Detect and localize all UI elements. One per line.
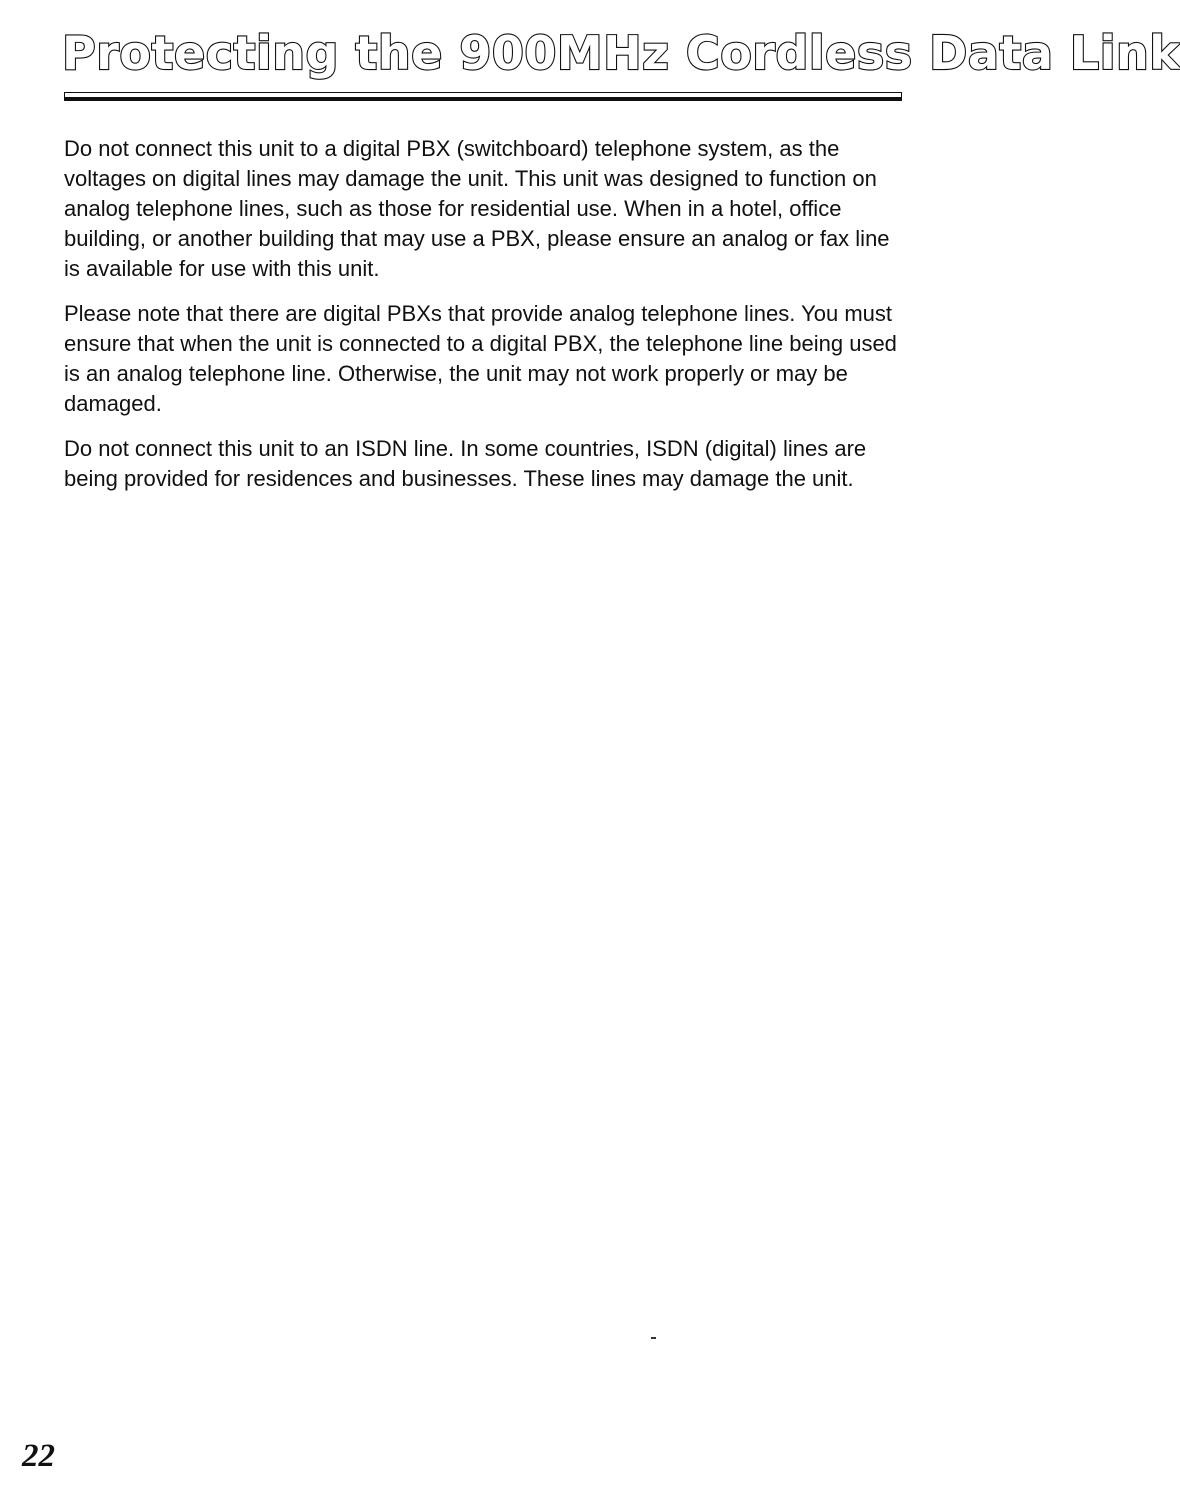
page-number: 22 [22,1438,55,1474]
page-title: Protecting the 900MHz Cordless Data Link [62,26,1180,80]
paragraph-isdn-warning: Do not connect this unit to an ISDN line. In some countries, ISDN (digital) lines are being provided for residences and businesses. These lines may damage the unit. [64,436,867,491]
body-text [64,134,904,509]
scan-speck [651,1337,656,1339]
title-underline [64,92,902,101]
paragraph-pbx-analog-note: Please note that there are digital PBXs that provide analog telephone lines. You must ensure that when the unit is connected to a digital PBX, the telephone line being used is an analog telephone line. Otherwise, the unit may not work properly or may be damaged. [64,301,897,416]
paragraph-pbx-warning: Do not connect this unit to a digital PBX (switchboard) telephone system, as the voltages on digital lines may damage the unit. This unit was designed to function on analog telephone lines, such as those for residential use. When in a hotel, office building, or another building that may use a PBX, please ensure an analog or fax line is available for use with this unit. [64,136,890,281]
title-underline-fill [65,97,901,100]
